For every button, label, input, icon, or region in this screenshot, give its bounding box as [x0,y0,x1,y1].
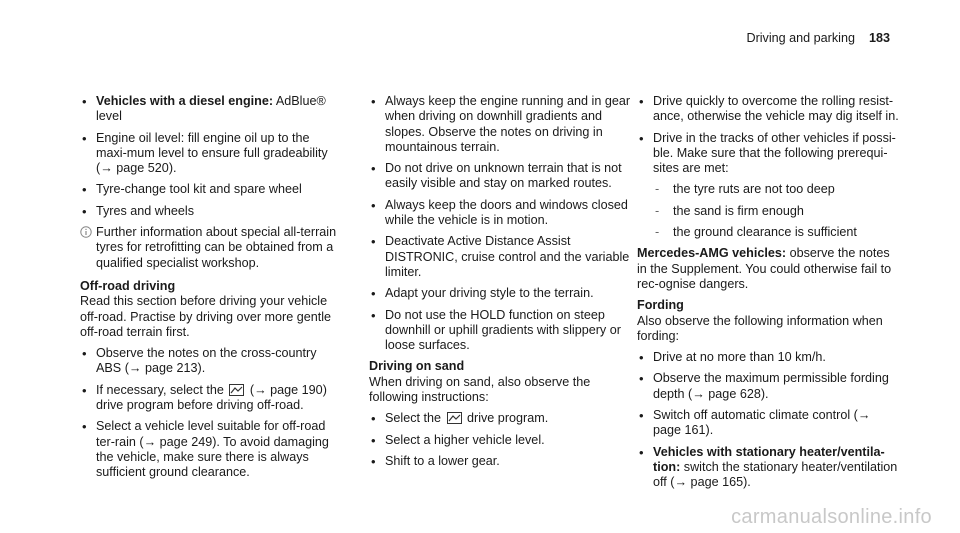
list-item: • Observe the maximum permissible fording depth (→ page 628). [637,371,899,402]
list-item: • Select a higher vehicle level. [369,433,631,448]
list-item-text: AdBlue® level [96,94,326,124]
list-item-text: Observe the notes on the cross-country ABS (→ page 213). [96,346,317,376]
dash-item: - the tyre ruts are not too deep [637,182,899,197]
list-item: • Always keep the engine running and in gear when driving on downhill gradients and slopes. Observe the notes on driving in mountainous terrain. [369,94,631,155]
paragraph: Also observe the following information when fording: [637,313,883,343]
list-item-text: Tyres and wheels [96,203,195,218]
watermark: carmanualsonline.info [731,505,932,528]
list-item [80,419,342,480]
list-item [80,131,342,177]
paragraph: Read this section before driving your vehicle off-road. Practise by driving over more gentle off-road terrain first. [80,294,332,339]
drive-program-sand-icon [447,412,462,424]
bold-label: Vehicles with a diesel engine: [96,94,274,108]
section-title: Driving and parking [746,31,855,45]
page-number: 183 [868,31,890,45]
paragraph: When driving on sand, also observe the following instructions: [369,374,591,405]
bold-label: Vehicles with stationary heater/ventila-tion: [653,444,885,474]
list-item: • Drive quickly to overcome the rolling resist-ance, otherwise the vehicle may dig itself in. [637,94,899,125]
list-item [80,94,342,125]
column-2 [369,94,631,475]
list-item-text: drive program. [463,411,549,426]
info-icon [80,226,92,238]
column-3 [637,94,899,497]
list-item: • Do not use the HOLD function on steep downhill or uphill gradients with slippery or loose surfaces. [369,308,631,354]
section-heading: Off-road driving [80,278,176,293]
dash-item: - the ground clearance is sufficient [637,225,899,240]
info-note [80,225,342,271]
paragraph-text: observe the notes in the Supplement. You could otherwise fail to rec-ognise dangers. [637,246,892,291]
list-item-text: Select a vehicle level suitable for off-road ter-rain (→ page 249). To avoid damaging the vehicle, make sure there is always sufficient ground clearance. [96,419,329,480]
bold-label: Mercedes-AMG vehicles: [637,246,787,261]
list-item-text: Select the [385,411,442,426]
list-item-text: Tyre-change tool kit and spare wheel [96,182,302,197]
list-item: • Deactivate Active Distance Assist DISTRONIC, cruise control and the variable limiter. [369,234,631,280]
list-item-text: Engine oil level: fill engine oil up to the maxi-mum level to ensure full gradeability (→ page 520). [96,130,328,176]
list-item: • Drive at no more than 10 km/h. [637,350,899,365]
list-item [80,346,342,377]
list-item: • Drive in the tracks of other vehicles if possi-ble. Make sure that the following prerequi-sites are met: [637,131,899,177]
note-text: Further information about special all-terrain tyres for retrofitting can be obtained from a qualified specialist workshop. [96,225,337,270]
dash-item: - the sand is firm enough [637,204,899,219]
section-heading: Driving on sand [369,359,465,374]
list-item [369,411,631,426]
page-header [746,31,890,46]
list-item [80,383,342,414]
column-1 [80,94,342,487]
list-item: • Do not drive on unknown terrain that is not easily visible and stay on marked routes. [369,161,631,192]
list-item [637,445,899,491]
list-item [80,182,342,197]
list-item [80,204,342,219]
list-item-text: (→ page 190) drive program before driving off-road. [96,382,327,413]
list-item: • Switch off automatic climate control (→ page 161). [637,408,899,439]
list-item: • Shift to a lower gear. [369,454,631,469]
list-item: • Adapt your driving style to the terrain. [369,286,631,301]
list-item-text: switch the stationary heater/ventilation off (→ page 165). [653,459,898,490]
drive-program-offroad-icon [229,384,244,396]
paragraph [637,246,899,292]
section-heading: Fording [637,298,684,313]
list-item: • Always keep the doors and windows closed while the vehicle is in motion. [369,198,631,229]
list-item-text: If necessary, select the [96,382,224,397]
